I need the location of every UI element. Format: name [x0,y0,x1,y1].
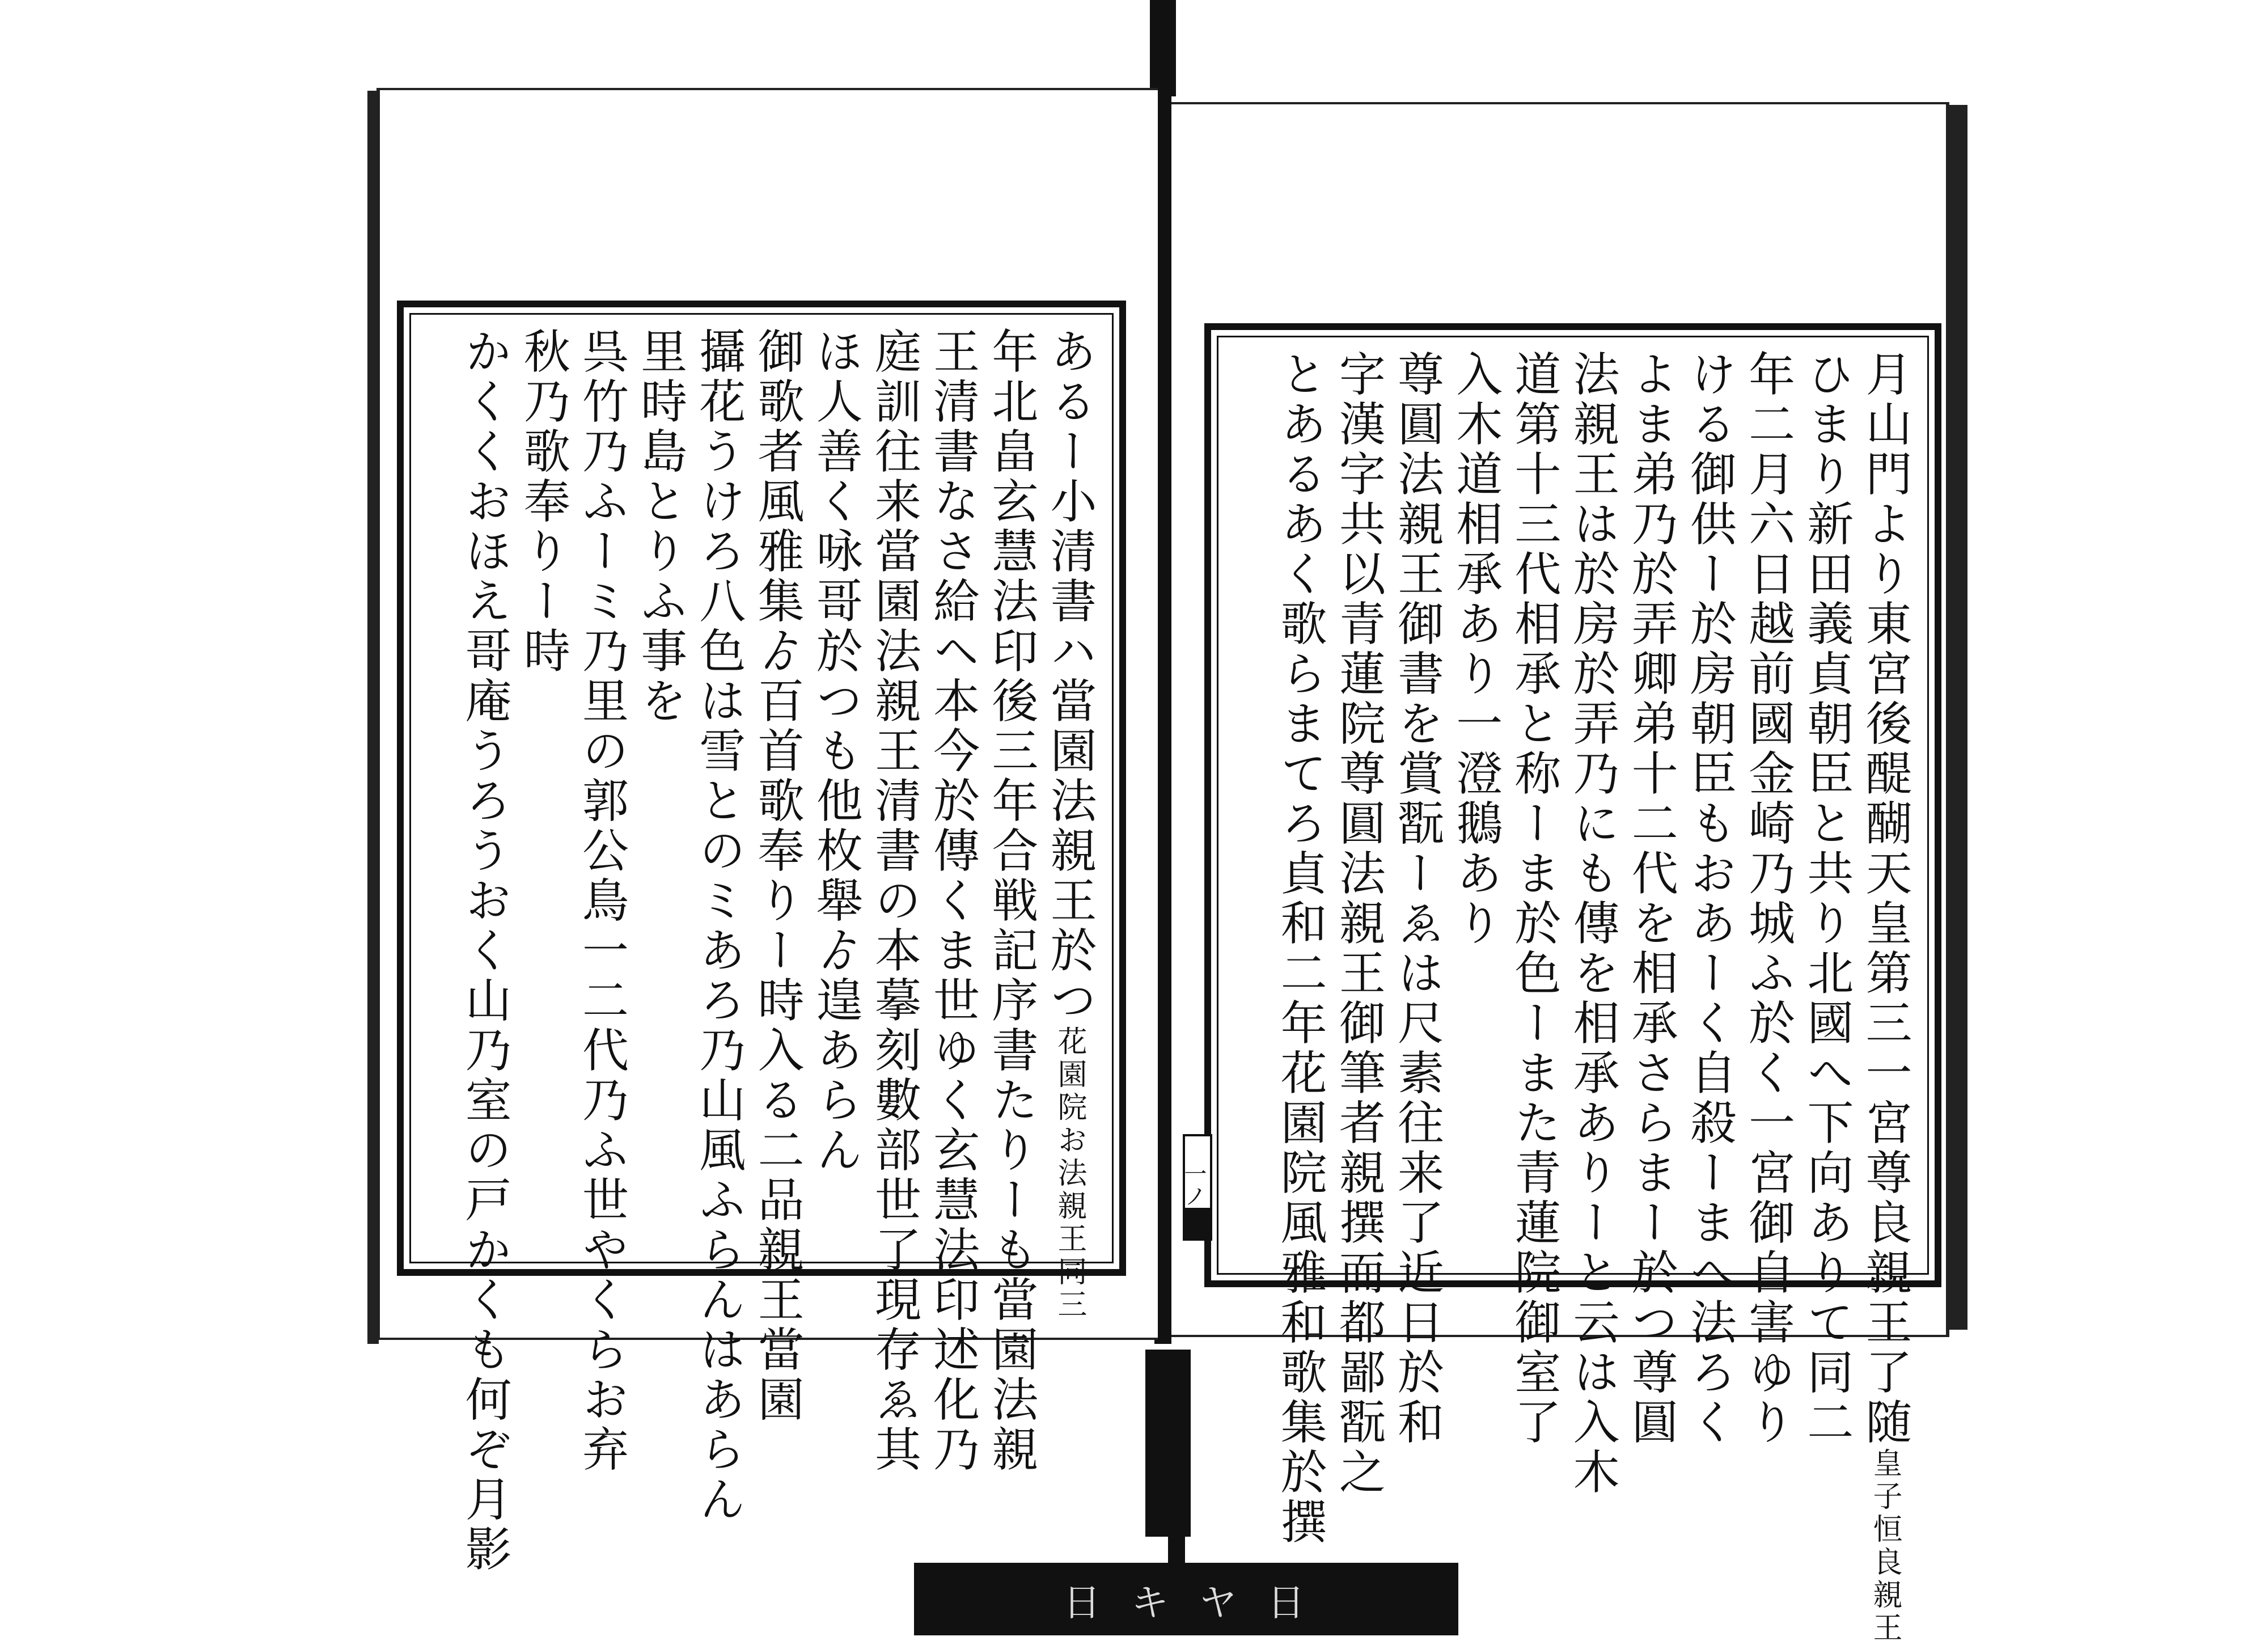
left-column-5: ほ人善く咏哥於つも他枚舉ゟ遑あらん [809,327,863,1175]
left-column-3: 王清書なさ給ヘ本今於傳くま世ゆく玄慧法印述化乃 [925,327,980,1475]
left-column-6: 御歌者風雅集ゟ百首歌奉りー時入る二品親王當園 [750,327,805,1425]
right-column-3: 年二月六日越前國金崎乃城ふ於く一宮御自害ゆり [1741,350,1795,1448]
left-text-columns [409,313,1114,1575]
folio-tab [1183,1208,1212,1241]
label-char-3: ヤ [1199,1580,1241,1625]
label-char-1: 日 [1063,1580,1105,1625]
right-column-2: ひまり新田義貞朝臣と共り北國へ下向ありて同二 [1799,350,1854,1448]
left-column-11: かくくおほえ哥庵うろうおく山乃室の戸かくも何ぞ月影 [458,327,512,1575]
left-column-1-note: 花園院お法親王同三 [1052,1026,1086,1322]
right-column-10: 字漢字共以青蓮院尊圓法親王御筆者親撰而都鄙翫之 [1331,350,1386,1498]
label-char-2: キ [1131,1580,1173,1625]
binding-clip-bottom [1145,1350,1191,1537]
label-char-4: 日 [1267,1580,1309,1625]
left-column-7: 攝花うけろ八色は雪とのミあろ乃山風ふらんはあらん [691,327,746,1525]
right-page-text-frame [1204,323,1941,1645]
right-column-1: 月山門より東宮後醍醐天皇第三一宮尊良親王了随皇子恒良親王 [1858,350,1912,1645]
left-page-text-frame [397,301,1126,1575]
left-column-9: 呉竹乃ふーミ乃里の郭公鳥一二代乃ふ世やくらお弃 [574,327,629,1475]
left-column-4: 庭訓往来當園法親王清書の本摹刻數部世了現存ゑ其 [867,327,921,1475]
right-column-9: 尊圓法親王御書を賞翫ーゑは尺素往来了近日於和 [1390,350,1444,1448]
left-column-2: 年北畠玄慧法印後三年合戦記序書たりーも當園法親 [984,327,1038,1475]
left-column-8: 里時島とりふ事を [633,327,687,726]
right-column-4: ける御供ー於房朝臣もおあーく自殺ーまへ法ろく [1682,350,1737,1448]
left-column-10: 秋乃歌奉りー時 [516,327,570,676]
folio-number: 一ノ [1183,1134,1212,1235]
right-text-columns [1217,336,1929,1645]
right-column-8: 入木道相承あり一澄鵝あり [1448,350,1503,949]
binding-clip-top [1150,0,1176,96]
right-column-6: 法親王は於房於弄乃にも傳を相承ありーと云は入木 [1565,350,1620,1498]
right-column-1-note: 皇子恒良親王 [1868,1448,1902,1645]
right-column-7: 道第十三代相承と称ーま於色ーまた青蓮院御室了 [1507,350,1561,1448]
catalog-label-bar [914,1563,1458,1635]
left-column-1: あるー小清書ハ當園法親王於つ花園院お法親王同三 [1043,327,1097,1322]
right-column-5: よま弟乃於弄卿弟十二代を相承さらまー於つ尊圓 [1624,350,1678,1448]
right-column-11: とあるあく歌らまてろ貞和二年花園院風雅和歌集於撰 [1273,350,1327,1547]
